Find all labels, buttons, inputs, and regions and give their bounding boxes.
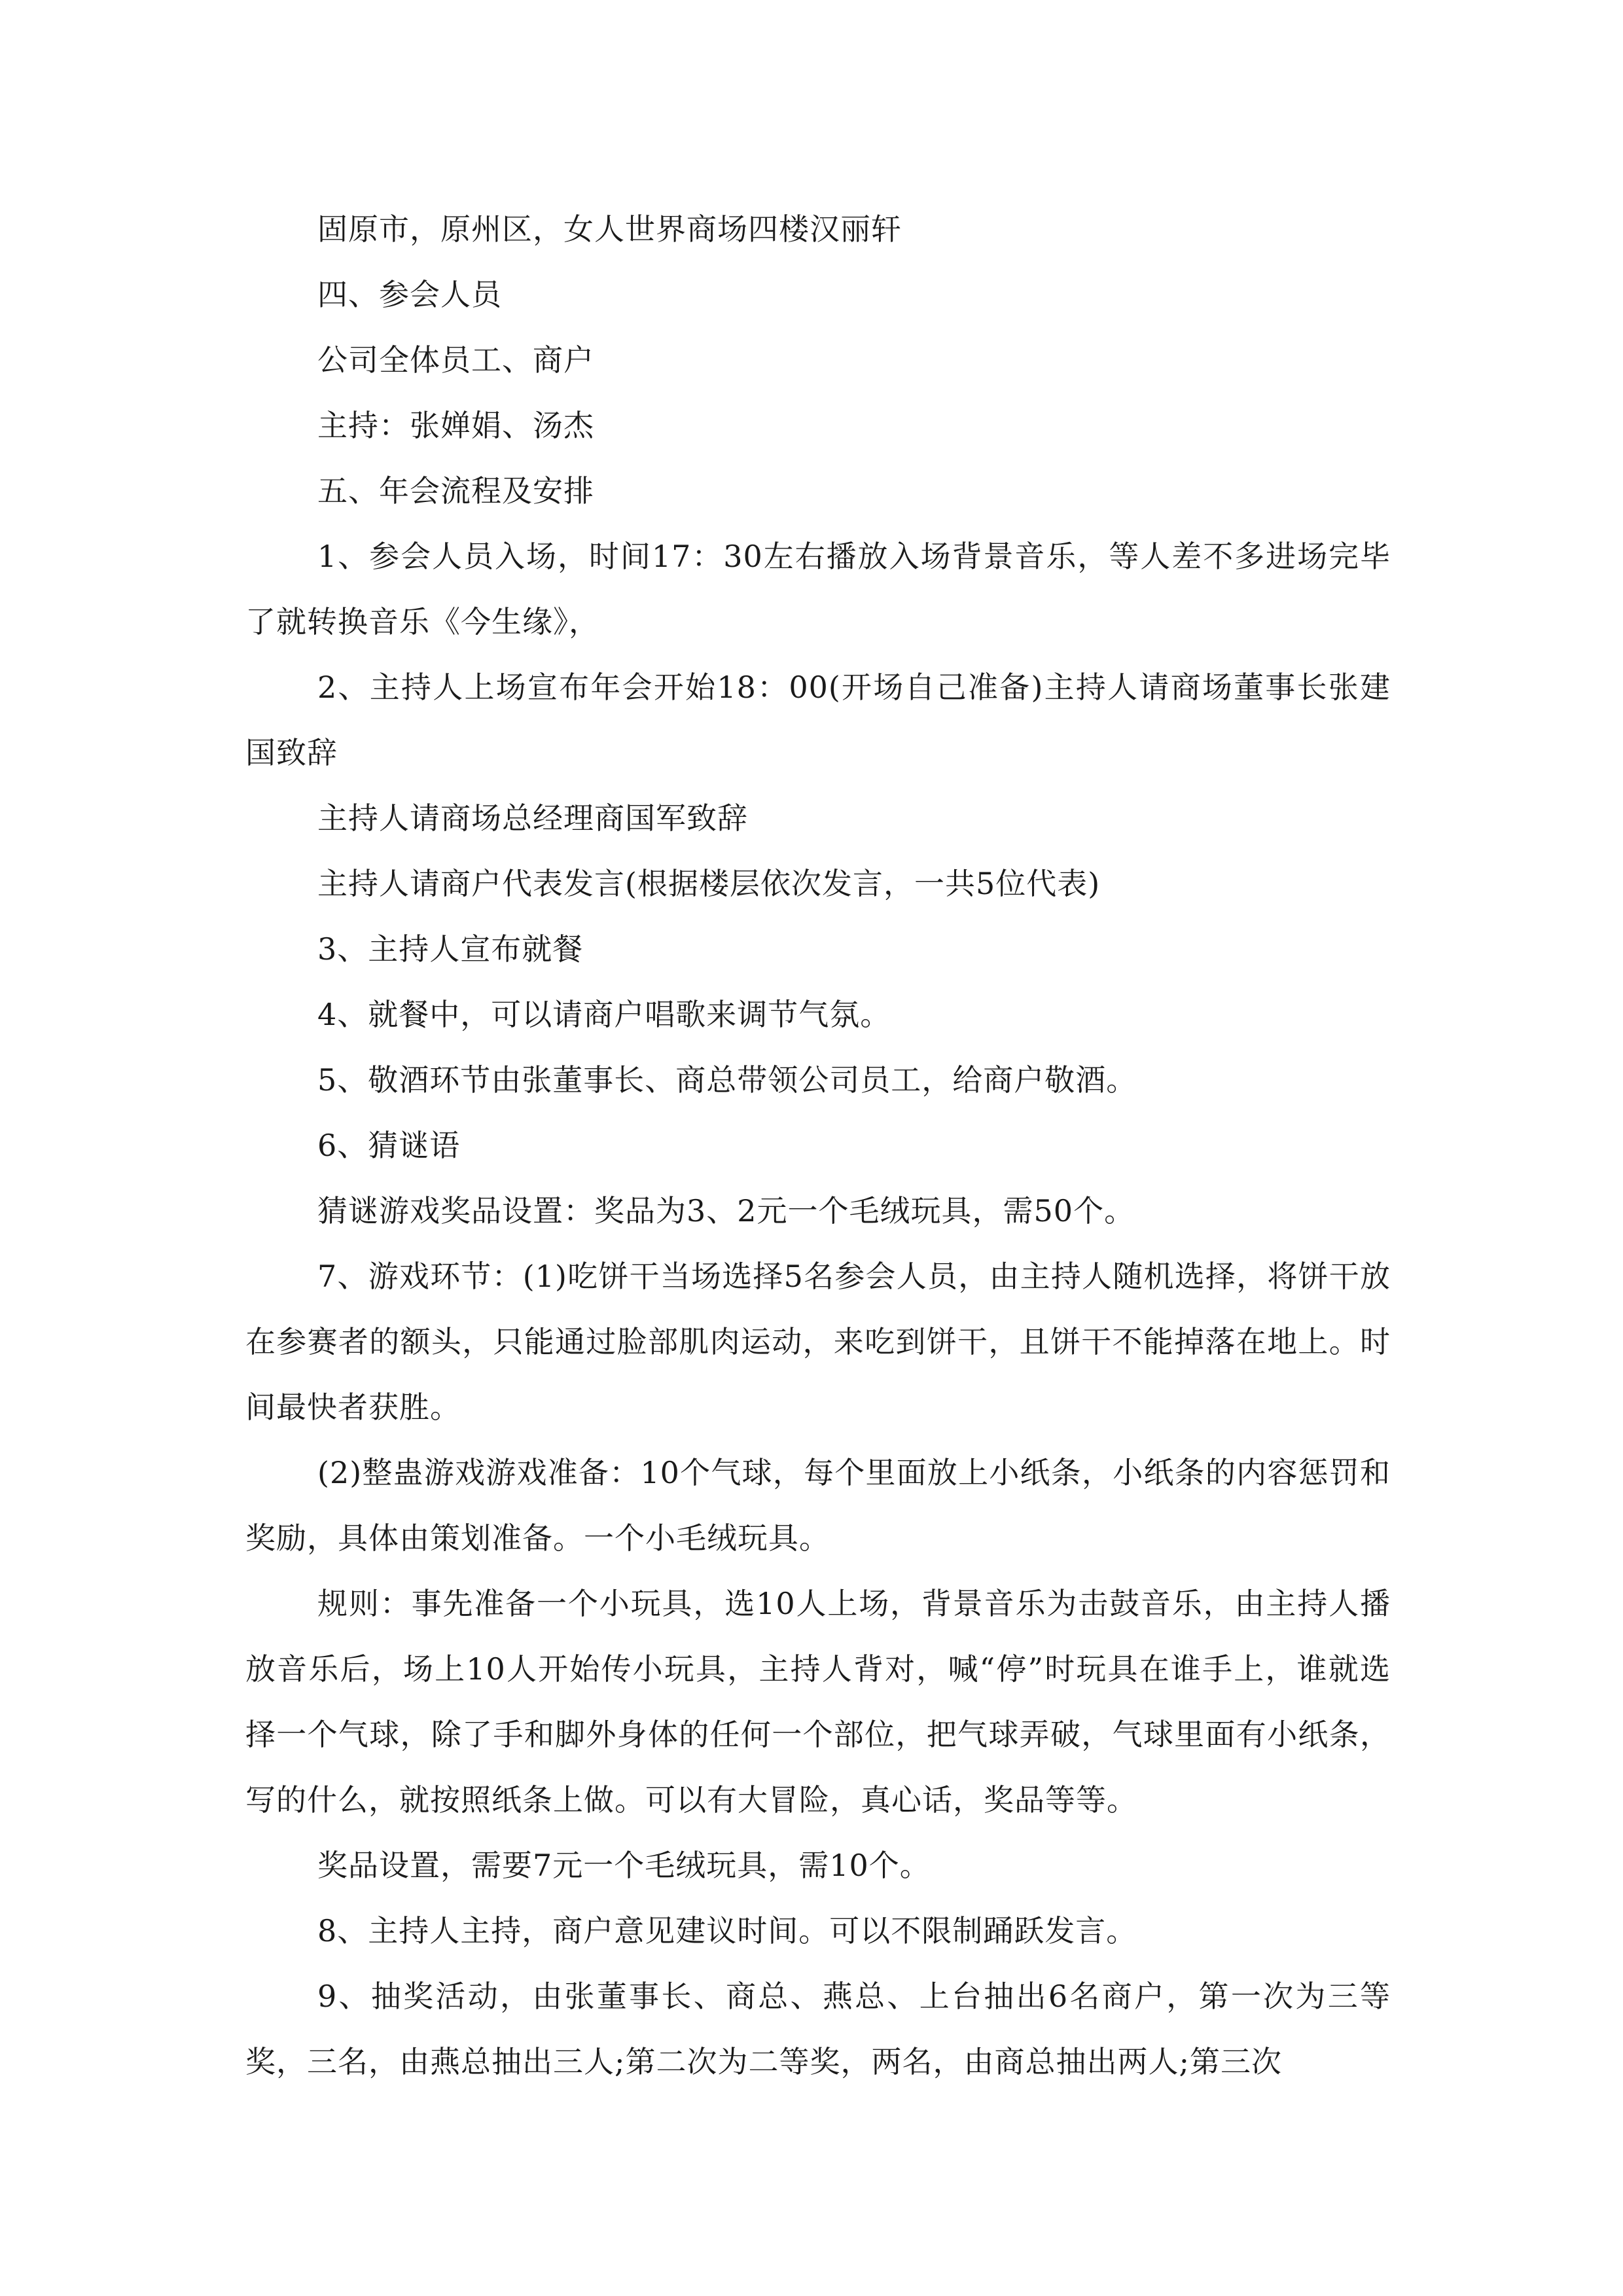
agenda-item-3: 3、主持人宣布就餐 (317, 931, 584, 967)
paragraph-rules: 规则：事先准备一个小玩具，选10人上场，背景音乐为击鼓音乐，由主持人播放音乐后，场上10人开始传小玩具，主持人背对，喊“停”时玩具在谁手上，谁就选择一个气球，除了手和脚外身体的任何一个部位，把气球弄破，气球里面有小纸条，写的什么，就按照纸条上做。可以有大冒险，真心话，奖品等等。 (245, 1586, 1391, 1818)
paragraph-prize-setup: 奖品设置，需要7元一个毛绒玩具，需10个。 (317, 1848, 931, 1883)
agenda-item-1: 1、参会人员入场，时间17：30左右播放入场背景音乐，等人差不多进场完毕了就转换音乐《今生缘》， (245, 539, 1391, 639)
agenda-item-8: 8、主持人主持，商户意见建议时间。可以不限制踊跃发言。 (317, 1913, 1137, 1948)
paragraph-gm-speech: 主持人请商场总经理商国军致辞 (317, 800, 748, 836)
paragraph-riddle-prizes: 猜谜游戏奖品设置：奖品为3、2元一个毛绒玩具，需50个。 (317, 1193, 1135, 1229)
agenda-item-9: 9、抽奖活动，由张董事长、商总、燕总、上台抽出6名商户，第一次为三等奖，三名，由燕总抽出三人;第二次为二等奖，两名，由商总抽出两人;第三次 (245, 1979, 1391, 2079)
agenda-item-7: 7、游戏环节：(1)吃饼干当场选择5名参会人员，由主持人随机选择，将饼干放在参赛者的额头，只能通过脸部肌肉运动，来吃到饼干，且饼干不能掉落在地上。时间最快者获胜。 (245, 1259, 1391, 1425)
agenda-item-4: 4、就餐中，可以请商户唱歌来调节气氛。 (317, 997, 891, 1032)
agenda-item-2: 2、主持人上场宣布年会开始18：00(开场自己准备)主持人请商场董事长张建国致辞 (245, 670, 1391, 770)
paragraph-prank-game: (2)整蛊游戏游戏准备：10个气球，每个里面放上小纸条，小纸条的内容惩罚和奖励，具体由策划准备。一个小毛绒玩具。 (245, 1455, 1391, 1556)
paragraph-location: 固原市，原州区，女人世界商场四楼汉丽轩 (317, 211, 902, 247)
paragraph-attendees: 公司全体员工、商户 (317, 342, 594, 378)
agenda-item-6: 6、猜谜语 (317, 1128, 461, 1163)
document-body (245, 196, 1391, 2094)
heading-agenda: 五、年会流程及安排 (317, 473, 594, 509)
heading-attendees: 四、参会人员 (317, 277, 502, 312)
paragraph-hosts: 主持：张婵娟、汤杰 (317, 408, 594, 443)
agenda-item-5: 5、敬酒环节由张董事长、商总带领公司员工，给商户敬酒。 (317, 1062, 1137, 1098)
paragraph-merchant-speech: 主持人请商户代表发言(根据楼层依次发言，一共5位代表) (317, 866, 1101, 901)
